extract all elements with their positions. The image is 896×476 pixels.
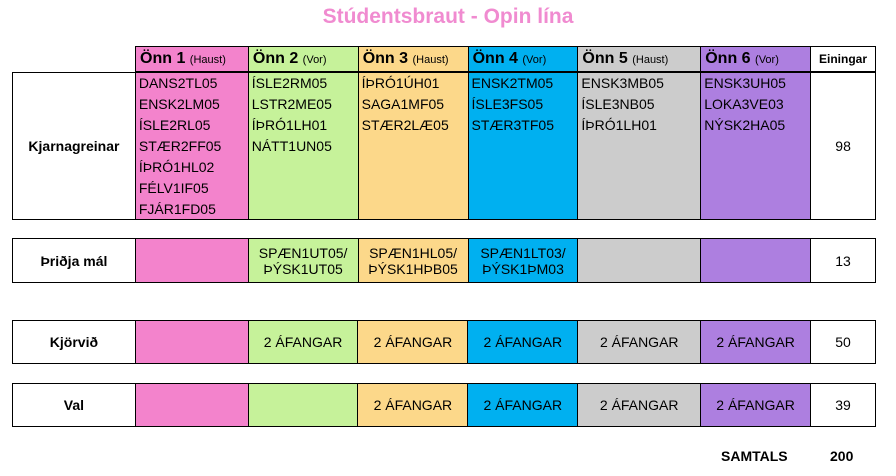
language-cell bbox=[701, 239, 811, 283]
header-onn-2: Önn 2 (Vor) bbox=[248, 47, 358, 72]
elective-cell: 2 ÁFANGAR bbox=[248, 321, 358, 364]
page-title: Stúdentsbraut - Opin lína bbox=[322, 5, 574, 28]
language-cell: SPÆN1HL05/ ÞÝSK1HÞB05 bbox=[358, 239, 468, 283]
course-cell bbox=[468, 157, 578, 178]
course-cell: STÆR3TF05 bbox=[468, 115, 578, 136]
free-elective-cell bbox=[248, 384, 358, 427]
val-label: Val bbox=[13, 384, 136, 427]
free-elective-cell: 2 ÁFANGAR bbox=[468, 384, 578, 427]
course-cell bbox=[468, 178, 578, 199]
course-cell bbox=[248, 199, 358, 220]
kjorvid-block bbox=[12, 320, 876, 364]
course-cell bbox=[358, 178, 468, 199]
header-onn-4: Önn 4 (Vor) bbox=[468, 47, 578, 72]
free-elective-cell: 2 ÁFANGAR bbox=[578, 384, 701, 427]
header-onn-1: Önn 1 (Haust) bbox=[136, 47, 249, 72]
semester-header bbox=[135, 46, 876, 72]
course-cell: LSTR2ME05 bbox=[248, 94, 358, 115]
samtals-value: 200 bbox=[830, 448, 854, 464]
course-cell: ÍÞRÓ1LH01 bbox=[578, 115, 701, 136]
language-cell: SPÆN1UT05/ ÞÝSK1UT05 bbox=[248, 239, 358, 283]
elective-cell: 2 ÁFANGAR bbox=[578, 321, 701, 364]
course-cell: FJÁR1FD05 bbox=[135, 199, 248, 220]
course-cell bbox=[358, 136, 468, 157]
course-cell bbox=[468, 136, 578, 157]
elective-cell: 2 ÁFANGAR bbox=[701, 321, 811, 364]
course-cell: ENSK2TM05 bbox=[468, 73, 578, 94]
thridja-mal-block bbox=[12, 238, 876, 283]
kjorvid-label: Kjörvið bbox=[13, 321, 136, 364]
course-cell: ENSK2LM05 bbox=[135, 94, 248, 115]
course-cell bbox=[701, 136, 811, 157]
course-cell bbox=[701, 178, 811, 199]
language-cell: SPÆN1LT03/ ÞÝSK1ÞM03 bbox=[468, 239, 578, 283]
course-cell: ÍSLE2RM05 bbox=[248, 73, 358, 94]
val-block bbox=[12, 383, 876, 427]
free-elective-cell bbox=[135, 384, 248, 427]
header-onn-3: Önn 3 (Haust) bbox=[358, 47, 468, 72]
course-cell bbox=[578, 136, 701, 157]
thridja-mal-label: Þriðja mál bbox=[13, 239, 136, 283]
kjarnagreinar-einingar: 98 bbox=[811, 73, 876, 220]
course-cell bbox=[248, 157, 358, 178]
header-onn-6: Önn 6 (Vor) bbox=[701, 47, 811, 72]
val-einingar: 39 bbox=[811, 384, 876, 427]
language-cell bbox=[135, 239, 248, 283]
course-cell: ÍSLE3FS05 bbox=[468, 94, 578, 115]
course-cell: ÍSLE3NB05 bbox=[578, 94, 701, 115]
course-cell: DANS2TL05 bbox=[135, 73, 248, 94]
free-elective-cell: 2 ÁFANGAR bbox=[358, 384, 468, 427]
course-cell bbox=[701, 157, 811, 178]
course-cell bbox=[358, 157, 468, 178]
course-cell: NÝSK2HA05 bbox=[701, 115, 811, 136]
kjorvid-einingar: 50 bbox=[811, 321, 876, 364]
course-cell: ÍÞRÓ1ÚH01 bbox=[358, 73, 468, 94]
elective-cell bbox=[135, 321, 248, 364]
kjarnagreinar-label: Kjarnagreinar bbox=[13, 73, 136, 220]
course-cell bbox=[358, 199, 468, 220]
course-cell: ÍÞRÓ1HL02 bbox=[135, 157, 248, 178]
header-einingar: Einingar bbox=[811, 47, 876, 72]
course-cell: SAGA1MF05 bbox=[358, 94, 468, 115]
course-cell: STÆR2FF05 bbox=[135, 136, 248, 157]
language-cell bbox=[578, 239, 701, 283]
kjarnagreinar-block bbox=[12, 72, 876, 220]
course-cell bbox=[578, 157, 701, 178]
course-cell: LOKA3VE03 bbox=[701, 94, 811, 115]
course-cell: FÉLV1IF05 bbox=[135, 178, 248, 199]
course-cell: ÍÞRÓ1LH01 bbox=[248, 115, 358, 136]
course-cell bbox=[701, 199, 811, 220]
course-cell bbox=[248, 178, 358, 199]
header-onn-5: Önn 5 (Haust) bbox=[578, 47, 701, 72]
free-elective-cell: 2 ÁFANGAR bbox=[701, 384, 811, 427]
course-cell bbox=[578, 178, 701, 199]
course-cell bbox=[468, 199, 578, 220]
course-cell: ENSK3MB05 bbox=[578, 73, 701, 94]
course-cell bbox=[578, 199, 701, 220]
course-cell: STÆR2LÆ05 bbox=[358, 115, 468, 136]
elective-cell: 2 ÁFANGAR bbox=[468, 321, 578, 364]
thridja-mal-einingar: 13 bbox=[811, 239, 876, 283]
course-cell: ENSK3UH05 bbox=[701, 73, 811, 94]
elective-cell: 2 ÁFANGAR bbox=[358, 321, 468, 364]
course-cell: ÍSLE2RL05 bbox=[135, 115, 248, 136]
samtals-label: SAMTALS bbox=[721, 448, 788, 464]
course-cell: NÁTT1UN05 bbox=[248, 136, 358, 157]
